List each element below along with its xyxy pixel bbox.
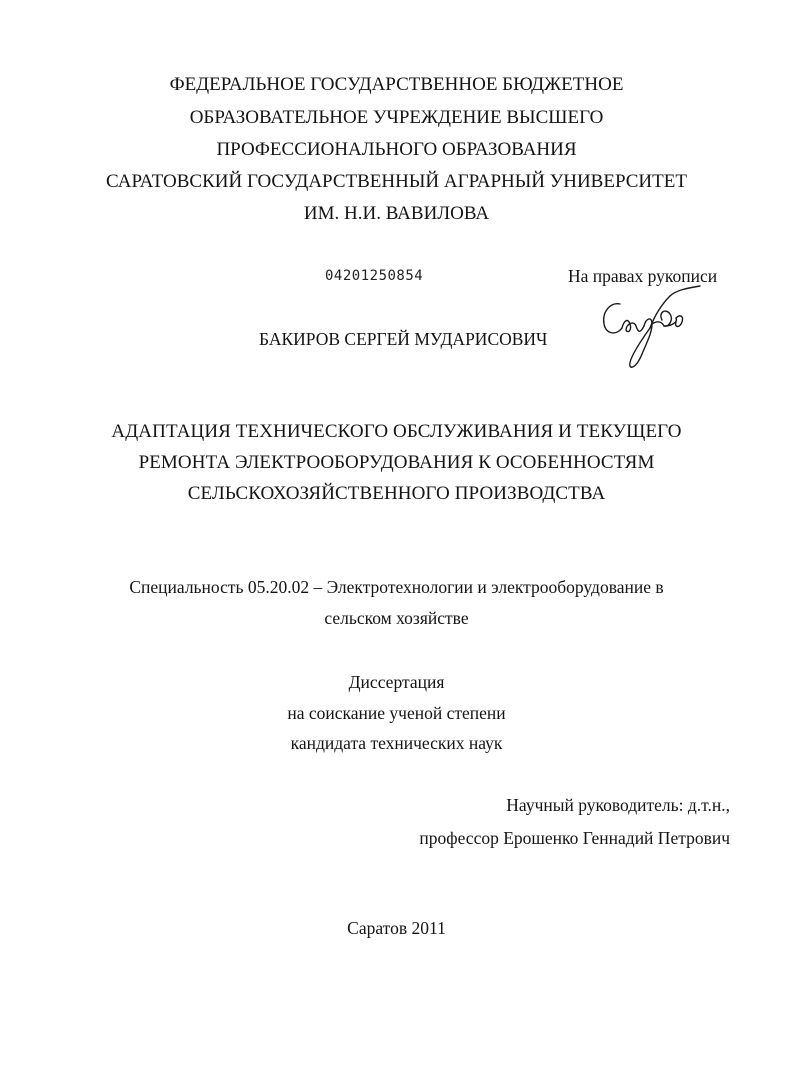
title-line-1: АДАПТАЦИЯ ТЕХНИЧЕСКОГО ОБСЛУЖИВАНИЯ И ТЕКУЩЕГО xyxy=(111,421,682,442)
specialty-line-2: сельском хозяйстве xyxy=(324,608,469,628)
title-line-2: РЕМОНТА ЭЛЕКТРООБОРУДОВАНИЯ К ОСОБЕННОСТЯМ xyxy=(138,452,655,473)
author-name: БАКИРОВ СЕРГЕЙ МУДАРИСОВИЧ xyxy=(259,329,548,349)
supervisor-line-1: Научный руководитель: д.т.н., xyxy=(506,795,730,815)
signature-icon xyxy=(592,282,712,374)
place-year: Саратов 2011 xyxy=(347,918,446,938)
catalog-code: 04201250854 xyxy=(325,268,424,284)
institution-line-1: ФЕДЕРАЛЬНОЕ ГОСУДАРСТВЕННОЕ БЮДЖЕТНОЕ xyxy=(169,74,624,95)
institution-line-4: САРАТОВСКИЙ ГОСУДАРСТВЕННЫЙ АГРАРНЫЙ УНИВЕРСИТЕТ xyxy=(106,171,687,192)
institution-line-2: ОБРАЗОВАТЕЛЬНОЕ УЧРЕЖДЕНИЕ ВЫСШЕГО xyxy=(189,107,604,128)
institution-line-5: ИМ. Н.И. ВАВИЛОВА xyxy=(303,203,490,224)
institution-line-3: ПРОФЕССИОНАЛЬНОГО ОБРАЗОВАНИЯ xyxy=(216,139,577,160)
manuscript-note: На правах рукописи xyxy=(568,266,718,286)
specialty-line-1: Специальность 05.20.02 – Электротехнологии и электрооборудование в xyxy=(129,577,664,597)
degree-line-1: Диссертация xyxy=(348,672,445,692)
degree-line-2: на соискание ученой степени xyxy=(287,703,506,723)
supervisor-line-2: профессор Ерошенко Геннадий Петрович xyxy=(419,828,730,848)
degree-line-3: кандидата технических наук xyxy=(290,733,503,753)
title-line-3: СЕЛЬСКОХОЗЯЙСТВЕННОГО ПРОИЗВОДСТВА xyxy=(187,483,606,504)
